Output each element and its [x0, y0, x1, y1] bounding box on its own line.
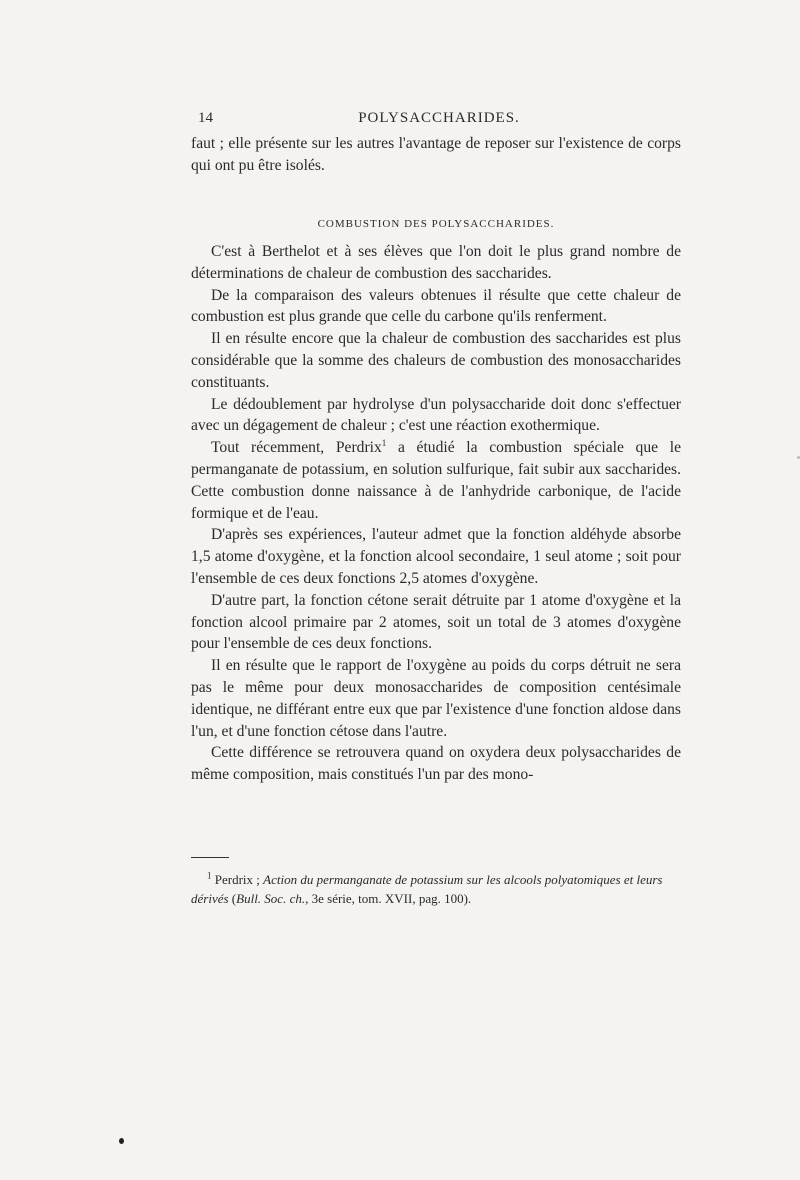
paragraph-text: a étudié la combustion spéciale que le permanganate de potassium, en solution sulfurique, fait subir aux saccharides. Cette combustion donne naissance à de l'anhydride carbonique, de l'acide formique et de l'eau. [191, 439, 681, 522]
ink-speck [119, 1138, 124, 1144]
paragraph: Le dédoublement par hydrolyse d'un polysaccharide doit donc s'effectuer avec un dégagement de chaleur ; c'est une réaction exothermique. [191, 395, 681, 435]
footnote-author: Perdrix ; [211, 872, 264, 887]
paragraph: De la comparaison des valeurs obtenues il résulte que cette chaleur de combustion est plus grande que celle du carbone qu'ils renferment. [191, 286, 681, 326]
intro-paragraph: faut ; elle présente sur les autres l'avantage de reposer sur l'existence de corps qui ont pu être isolés. [191, 135, 681, 174]
section-title: COMBUSTION DES POLYSACCHARIDES. [317, 218, 555, 230]
paragraph: D'après ses expériences, l'auteur admet que la fonction aldéhyde absorbe 1,5 atome d'oxygène, et la fonction alcool secondaire, 1 seul atome ; soit pour l'ensemble de ces deux fonctions 2,5 atomes d'oxygène. [191, 526, 681, 587]
footnote-details: , 3e série, tom. XVII, pag. 100). [305, 891, 472, 906]
paragraph: Il en résulte encore que la chaleur de combustion des saccharides est plus considérable que la somme des chaleurs de combustion des monosaccharides constituants. [191, 330, 681, 391]
intro-text [191, 133, 681, 177]
paragraph: C'est à Berthelot et à ses élèves que l'on doit le plus grand nombre de déterminations de chaleur de combustion des saccharides. [191, 243, 681, 282]
paragraph-text: Tout récemment, Perdrix [211, 439, 382, 457]
body-text [191, 241, 681, 786]
footnote-reference: 1 [381, 437, 387, 448]
footnote-mark: 1 [207, 870, 212, 881]
running-title: POLYSACCHARIDES. [358, 110, 520, 126]
footnote [191, 870, 681, 908]
footnote-ref-open: ( [228, 891, 237, 906]
footnote-journal: Bull. Soc. ch. [236, 891, 306, 906]
paragraph-perdrix [191, 437, 681, 524]
page-number: 14 [198, 110, 213, 126]
footnote-title: Action du permanganate de potassium sur les alcools polyatomiques et leurs dérivés [191, 872, 663, 906]
footnote-rule [191, 857, 229, 858]
paragraph: Cette différence se retrouvera quand on oxydera deux polysaccharides de même composition, mais constitués l'un par des mono- [191, 744, 681, 784]
paragraph: D'autre part, la fonction cétone serait détruite par 1 atome d'oxygène et la fonction alcool primaire par 2 atomes, soit un total de 3 atomes d'oxygène pour l'ensemble de ces deux fonctions. [191, 591, 681, 653]
paragraph: Il en résulte que le rapport de l'oxygène au poids du corps détruit ne sera pas le même pour deux monosaccharides de composition centésimale identique, ne différant entre eux que par l'existence d'une fonction aldose dans l'un, et d'une fonction cétose dans l'autre. [191, 657, 681, 740]
page-header [198, 110, 680, 132]
